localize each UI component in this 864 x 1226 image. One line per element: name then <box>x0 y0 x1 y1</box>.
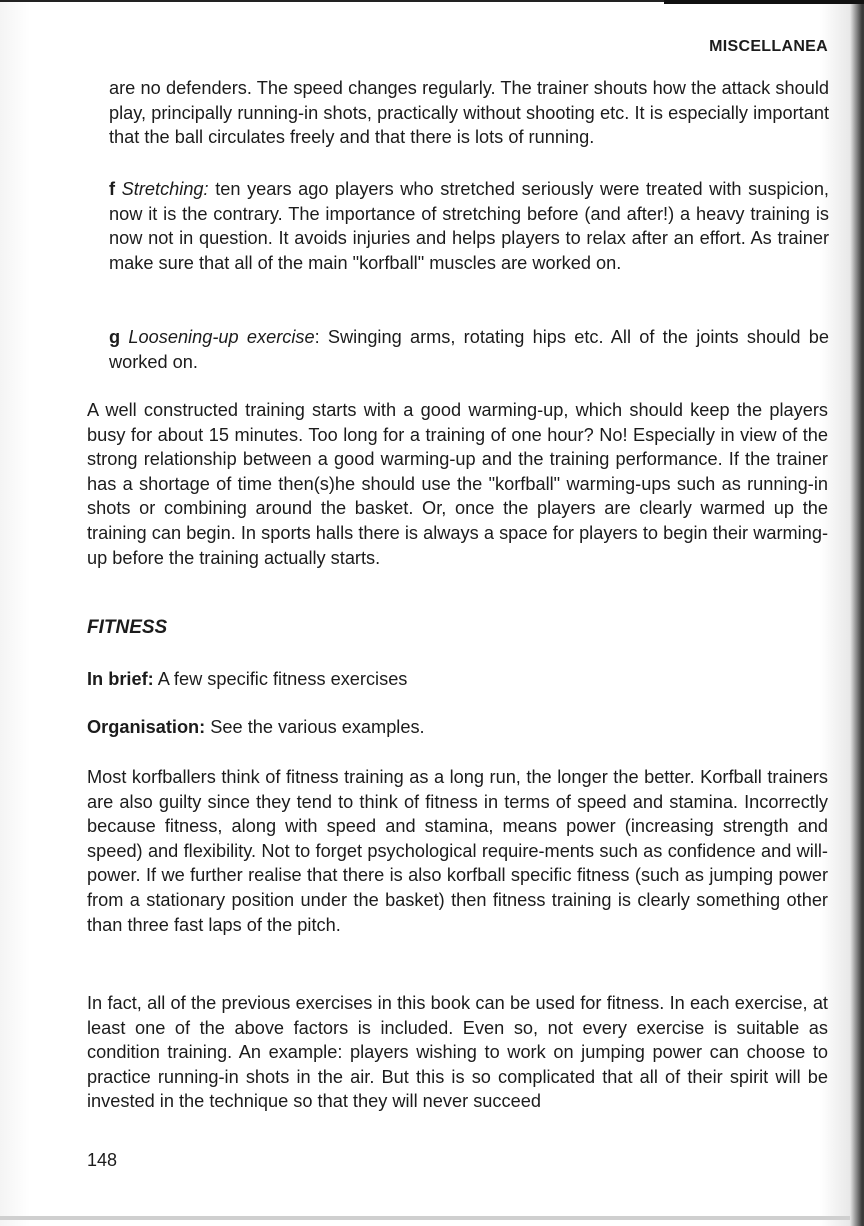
item-f-text: ten years ago players who stretched seriously were treated with suspicion, now it is the contrary. The importance of stretching before (and after!) a heavy training is now not in question. It avoids injuries and helps players to relax after an effort. As trainer make sure that all of the main "korfball" muscles are worked on. <box>109 179 829 273</box>
warmup-paragraph: A well constructed training starts with a good warming-up, which should keep the players busy for about 15 minutes. Too long for a training of one hour? No! Especially in view of the strong relationship between a good warming-up and the training performance. If the trainer has a shortage of time then(s)he should use the "korfball" warming-ups such as running-in shots or combining around the basket. Or, once the players are clearly warmed up the training can begin. In sports halls there is always a space for players to begin their warming-up before the training actually starts. <box>87 400 828 568</box>
item-g-paragraph <box>109 325 829 374</box>
in-brief-text: A few specific fitness exercises <box>153 669 408 689</box>
running-head: MISCELLANEA <box>709 38 828 55</box>
item-e-continued-paragraph: are no defenders. The speed changes regularly. The trainer shouts how the attack should play, principally running-in shots, practically without shooting etc. It is especially important that the ball circulates freely and that there is lots of running. <box>109 78 829 148</box>
section-title-fitness: FITNESS <box>87 617 168 638</box>
organisation-label: Organisation: <box>87 717 206 737</box>
item-g-text: : Swinging arms, rotating hips etc. All of the joints should be worked on. <box>109 327 829 372</box>
top-rule <box>0 0 664 2</box>
fitness-paragraph-2: In fact, all of the previous exercises in this book can be used for fitness. In each exercise, at least one of the above factors is included. Even so, not every exercise is suitable as condition training. An example: players wishing to work on jumping power can choose to practice running-in shots in the air. But this is so complicated that all of their spirit will be invested in the technique so that they will never succeed <box>87 993 828 1112</box>
bottom-edge <box>0 1216 850 1220</box>
fitness-paragraph-1: Most korfballers think of fitness training as a long run, the longer the better. Korfball trainers are also guilty since they tend to think of fitness in terms of speed and stamina. Incorrectly because fitness, along with speed and stamina, means power (increasing strength and speed) and flexibility. Not to forget psychological require-ments such as confidence and will-power. If we further realise that there is also korfball specific fitness (such as jumping power from a stationary position under the basket) then fitness training is clearly something other than three fast laps of the pitch. <box>87 767 828 935</box>
item-f-paragraph <box>109 177 829 275</box>
in-brief-line <box>87 667 407 691</box>
item-g-marker: g <box>109 327 121 347</box>
item-f-title: Stretching: <box>121 179 209 199</box>
page-number: 148 <box>87 1150 118 1170</box>
top-rule-edge <box>664 0 864 4</box>
item-g-title: Loosening-up exercise <box>128 327 315 347</box>
organisation-line <box>87 715 425 739</box>
in-brief-label: In brief: <box>87 669 154 689</box>
organisation-text: See the various examples. <box>205 717 425 737</box>
item-f-marker: f <box>109 179 116 199</box>
